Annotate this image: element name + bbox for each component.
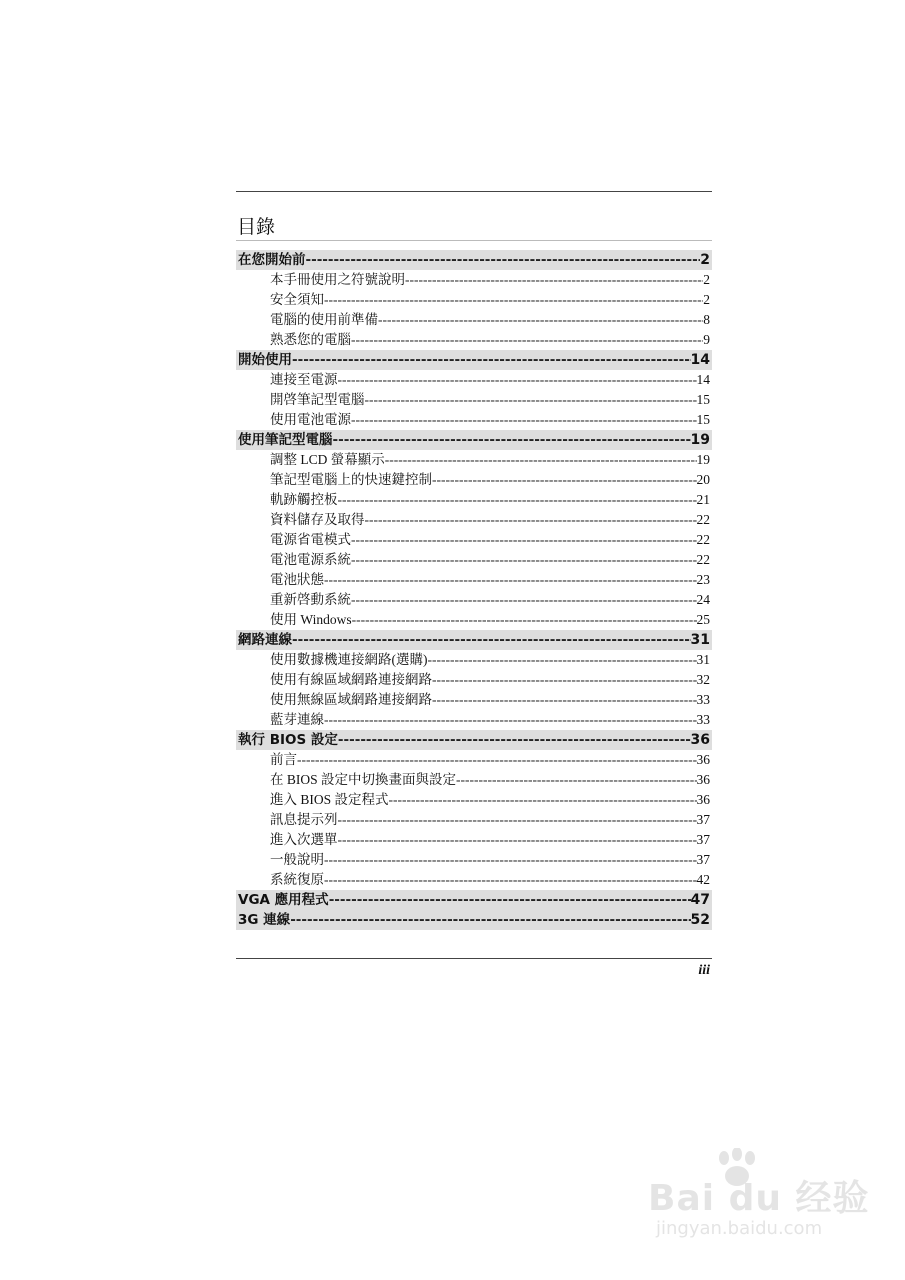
toc-section-row[interactable] xyxy=(236,710,712,730)
toc-entry-page: 47 xyxy=(690,892,710,908)
dot-leader xyxy=(324,290,703,310)
toc-section-row[interactable] xyxy=(236,530,712,550)
toc-entry-page: 36 xyxy=(696,752,710,767)
toc-entry-title: 進入次選單 xyxy=(270,832,338,847)
toc-entry-title: 使用電池電源 xyxy=(270,412,351,427)
dot-leader xyxy=(338,490,697,510)
toc-section-row[interactable] xyxy=(236,550,712,570)
toc-section-row[interactable] xyxy=(236,270,712,290)
toc-section-row[interactable] xyxy=(236,390,712,410)
dot-leader xyxy=(338,370,697,390)
bottom-rule xyxy=(236,958,712,959)
toc-entry-page: 21 xyxy=(696,492,710,507)
toc-entry-page: 22 xyxy=(696,512,710,527)
toc-entry-title: 進入 BIOS 設定程式 xyxy=(270,792,389,807)
watermark-url: jingyan.baidu.com xyxy=(656,1218,823,1239)
toc-section-row[interactable] xyxy=(236,510,712,530)
toc-section-row[interactable] xyxy=(236,450,712,470)
toc-chapter-row[interactable] xyxy=(236,350,712,370)
dot-leader xyxy=(351,590,697,610)
dot-leader xyxy=(292,630,691,650)
toc-entry-title: 執行 BIOS 設定 xyxy=(238,732,338,748)
toc-entry-page: 37 xyxy=(696,812,710,827)
toc-section-row[interactable] xyxy=(236,810,712,830)
toc-entry-page: 37 xyxy=(696,832,710,847)
dot-leader xyxy=(324,850,697,870)
toc-entry-title: 使用無線區域網路連接網路 xyxy=(270,692,432,707)
toc-entry-title: 安全須知 xyxy=(270,292,324,307)
toc-section-row[interactable] xyxy=(236,650,712,670)
dot-leader xyxy=(297,750,697,770)
toc-entry-page: 33 xyxy=(696,712,710,727)
toc-entry-title: 筆記型電腦上的快速鍵控制 xyxy=(270,472,432,487)
toc-entry-title: 3G 連線 xyxy=(238,912,291,928)
toc-entry-page: 24 xyxy=(696,592,710,607)
toc-entry-title: 網路連線 xyxy=(238,632,292,648)
toc-entry-title: 使用有線區域網路連接網路 xyxy=(270,672,432,687)
toc-entry-title: 藍芽連線 xyxy=(270,712,324,727)
toc-chapter-row[interactable] xyxy=(236,910,712,930)
dot-leader xyxy=(351,410,697,430)
toc-section-row[interactable] xyxy=(236,870,712,890)
toc-entry-title: 連接至電源 xyxy=(270,372,338,387)
dot-leader xyxy=(352,610,697,630)
toc-section-row[interactable] xyxy=(236,750,712,770)
dot-leader xyxy=(324,570,697,590)
toc-entry-title: 熟悉您的電腦 xyxy=(270,332,351,347)
page-title: 目錄 xyxy=(237,216,276,238)
toc-section-row[interactable] xyxy=(236,570,712,590)
toc-entry-page: 36 xyxy=(690,732,710,748)
dot-leader xyxy=(432,670,697,690)
toc-entry-title: 軌跡觸控板 xyxy=(270,492,338,507)
toc-section-row[interactable] xyxy=(236,830,712,850)
toc-entry-page: 22 xyxy=(696,552,710,567)
dot-leader xyxy=(365,510,697,530)
top-rule xyxy=(236,191,712,192)
toc-entry-page: 37 xyxy=(696,852,710,867)
dot-leader xyxy=(290,910,690,930)
dot-leader xyxy=(324,870,697,890)
toc-chapter-row[interactable] xyxy=(236,430,712,450)
toc-entry-page: 25 xyxy=(696,612,710,627)
toc-entry-title: 在 BIOS 設定中切換畫面與設定 xyxy=(270,772,457,787)
dot-leader xyxy=(329,890,691,910)
toc-entry-page: 36 xyxy=(696,792,710,807)
toc-section-row[interactable] xyxy=(236,610,712,630)
dot-leader xyxy=(365,390,697,410)
dot-leader xyxy=(389,790,697,810)
toc-entry-title: 重新啓動系統 xyxy=(270,592,351,607)
toc-entry-title: 系統復原 xyxy=(270,872,324,887)
dot-leader xyxy=(338,810,697,830)
toc-entry-title: 資料儲存及取得 xyxy=(270,512,365,527)
dot-leader xyxy=(292,350,691,370)
toc-section-row[interactable] xyxy=(236,410,712,430)
dot-leader xyxy=(324,710,697,730)
toc-entry-page: 33 xyxy=(696,692,710,707)
toc-chapter-row[interactable] xyxy=(236,630,712,650)
toc-entry-title: 開始使用 xyxy=(238,352,292,368)
toc-section-row[interactable] xyxy=(236,310,712,330)
toc-entry-title: 使用數據機連接網路(選購) xyxy=(270,652,428,667)
dot-leader xyxy=(351,550,697,570)
dot-leader xyxy=(456,770,696,790)
dot-leader xyxy=(432,690,697,710)
title-rule xyxy=(236,240,712,241)
toc-entry-page: 14 xyxy=(690,352,710,368)
dot-leader xyxy=(432,470,697,490)
toc-section-row[interactable] xyxy=(236,850,712,870)
toc-entry-page: 32 xyxy=(696,672,710,687)
dot-leader xyxy=(405,270,703,290)
toc-entry-page: 19 xyxy=(696,452,710,467)
toc-chapter-row[interactable] xyxy=(236,730,712,750)
toc-entry-page: 31 xyxy=(696,652,710,667)
baidu-watermark xyxy=(640,1150,870,1250)
toc-entry-title: 在您開始前 xyxy=(238,252,306,268)
page-number-footer: iii xyxy=(698,963,710,978)
toc-entry-title: 前言 xyxy=(270,752,297,767)
toc-entry-title: 電池狀態 xyxy=(270,572,324,587)
toc-section-row[interactable] xyxy=(236,490,712,510)
toc-entry-page: 31 xyxy=(690,632,710,648)
toc-entry-title: 使用筆記型電腦 xyxy=(238,432,333,448)
toc-entry-page: 14 xyxy=(696,372,710,387)
dot-leader xyxy=(378,310,703,330)
toc-chapter-row[interactable] xyxy=(236,250,712,270)
toc-entry-title: VGA 應用程式 xyxy=(238,892,329,908)
toc-entry-title: 一般說明 xyxy=(270,852,324,867)
toc-entry-title: 使用 Windows xyxy=(270,612,352,627)
watermark-brand: Bai du 经验 xyxy=(648,1178,870,1219)
toc-section-row[interactable] xyxy=(236,290,712,310)
dot-leader xyxy=(385,450,697,470)
toc-section-row[interactable] xyxy=(236,470,712,490)
toc-entry-page: 15 xyxy=(696,412,710,427)
toc-entry-page: 42 xyxy=(696,872,710,887)
toc-entry-page: 2 xyxy=(703,292,710,307)
table-of-contents xyxy=(236,250,712,930)
dot-leader xyxy=(428,650,697,670)
toc-entry-page: 19 xyxy=(690,432,710,448)
toc-entry-title: 開啓筆記型電腦 xyxy=(270,392,365,407)
dot-leader xyxy=(351,530,697,550)
dot-leader xyxy=(338,730,691,750)
toc-entry-title: 電池電源系統 xyxy=(270,552,351,567)
toc-entry-title: 訊息提示列 xyxy=(270,812,338,827)
toc-section-row[interactable] xyxy=(236,790,712,810)
dot-leader xyxy=(306,250,701,270)
dot-leader xyxy=(333,430,691,450)
dot-leader xyxy=(351,330,703,350)
toc-entry-page: 2 xyxy=(703,272,710,287)
toc-entry-title: 電腦的使用前準備 xyxy=(270,312,378,327)
toc-entry-title: 本手冊使用之符號說明 xyxy=(270,272,405,287)
toc-entry-title: 調整 LCD 螢幕顯示 xyxy=(270,452,385,467)
toc-entry-page: 20 xyxy=(696,472,710,487)
toc-entry-page: 9 xyxy=(703,332,710,347)
toc-section-row[interactable] xyxy=(236,370,712,390)
toc-section-row[interactable] xyxy=(236,690,712,710)
toc-entry-page: 23 xyxy=(696,572,710,587)
toc-entry-page: 15 xyxy=(696,392,710,407)
toc-entry-page: 8 xyxy=(703,312,710,327)
toc-section-row[interactable] xyxy=(236,770,712,790)
toc-section-row[interactable] xyxy=(236,590,712,610)
toc-entry-page: 52 xyxy=(690,912,710,928)
toc-section-row[interactable] xyxy=(236,670,712,690)
toc-entry-page: 2 xyxy=(700,252,710,268)
toc-section-row[interactable] xyxy=(236,330,712,350)
toc-entry-title: 電源省電模式 xyxy=(270,532,351,547)
dot-leader xyxy=(338,830,697,850)
toc-entry-page: 22 xyxy=(696,532,710,547)
toc-chapter-row[interactable] xyxy=(236,890,712,910)
toc-entry-page: 36 xyxy=(696,772,710,787)
